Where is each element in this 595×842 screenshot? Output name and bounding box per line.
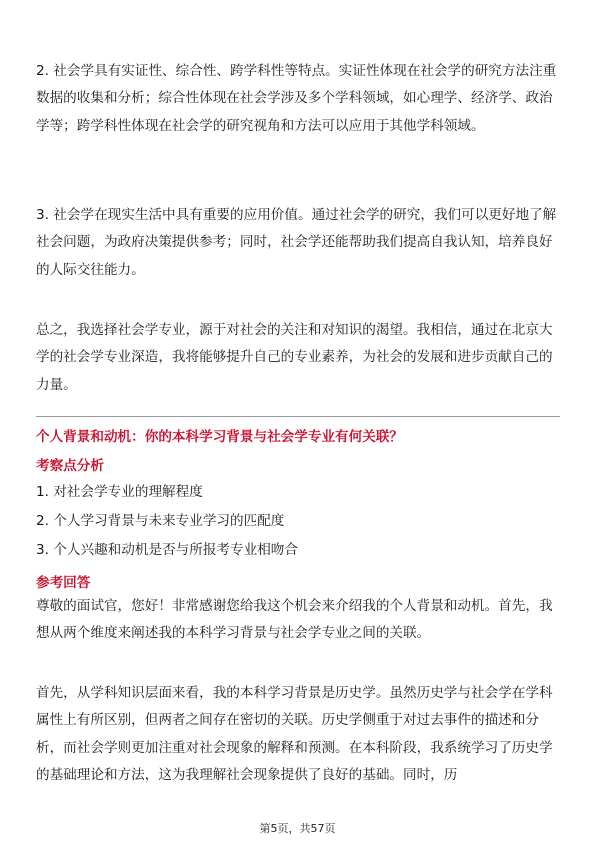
paragraph-point-3	[36, 202, 560, 284]
analysis-item	[36, 511, 560, 531]
paragraph-text: 尊敬的面试官，您好！非常感谢您给我这个机会来介绍我的个人背景和动机。首先，我想从两个维度来阐述我的本科学习背景与社会学专业之间的关联。	[36, 598, 553, 642]
section-divider	[36, 416, 560, 417]
paragraph-point-2	[36, 58, 560, 140]
answer-section	[36, 573, 560, 593]
analysis-item-text: 3. 个人兴趣和动机是否与所报考专业相吻合	[36, 542, 298, 558]
analysis-item-text: 2. 个人学习背景与未来专业学习的匹配度	[36, 513, 285, 529]
paragraph-text: 2. 社会学具有实证性、综合性、跨学科性等特点。实证性体现在社会学的研究方法注重数据的收集和分析；综合性体现在社会学涉及多个学科领域，如心理学、经济学、政治学等；跨学科性体现在社会学的研究视角和方法可以应用于其他学科领域。	[36, 63, 557, 134]
answer-heading: 参考回答	[36, 575, 91, 591]
analysis-heading: 考察点分析	[36, 458, 104, 474]
analysis-item	[36, 482, 560, 502]
paragraph-text: 3. 社会学在现实生活中具有重要的应用价值。通过社会学的研究，我们可以更好地了解社会问题，为政府决策提供参考；同时，社会学还能帮助我们提高自我认知，培养良好的人际交往能力。	[36, 207, 557, 278]
analysis-item	[36, 540, 560, 560]
question-block	[36, 427, 560, 447]
question-title: 个人背景和动机：你的本科学习背景与社会学专业有何关联？	[36, 429, 404, 445]
answer-paragraph	[36, 680, 560, 790]
paragraph-conclusion	[36, 317, 560, 399]
paragraph-text: 总之，我选择社会学专业，源于对社会的关注和对知识的渴望。我相信，通过在北京大学的社会学专业深造，我将能够提升自己的专业素养，为社会的发展和进步贡献自己的力量。	[36, 322, 553, 393]
paragraph-text: 首先，从学科知识层面来看，我的本科学习背景是历史学。虽然历史学与社会学在学科属性上有所区别，但两者之间存在密切的关联。历史学侧重于对过去事件的描述和分析，而社会学则更加注重对社会现象的解释和预测。在本科阶段，我系统学习了历史学的基础理论和方法，这为我理解社会现象提供了良好的基础。同时，历	[36, 685, 553, 784]
answer-paragraph	[36, 593, 560, 648]
analysis-item-text: 1. 对社会学专业的理解程度	[36, 484, 203, 500]
analysis-section	[36, 456, 560, 476]
page-number-footer: 第5页，共57页	[259, 822, 336, 835]
